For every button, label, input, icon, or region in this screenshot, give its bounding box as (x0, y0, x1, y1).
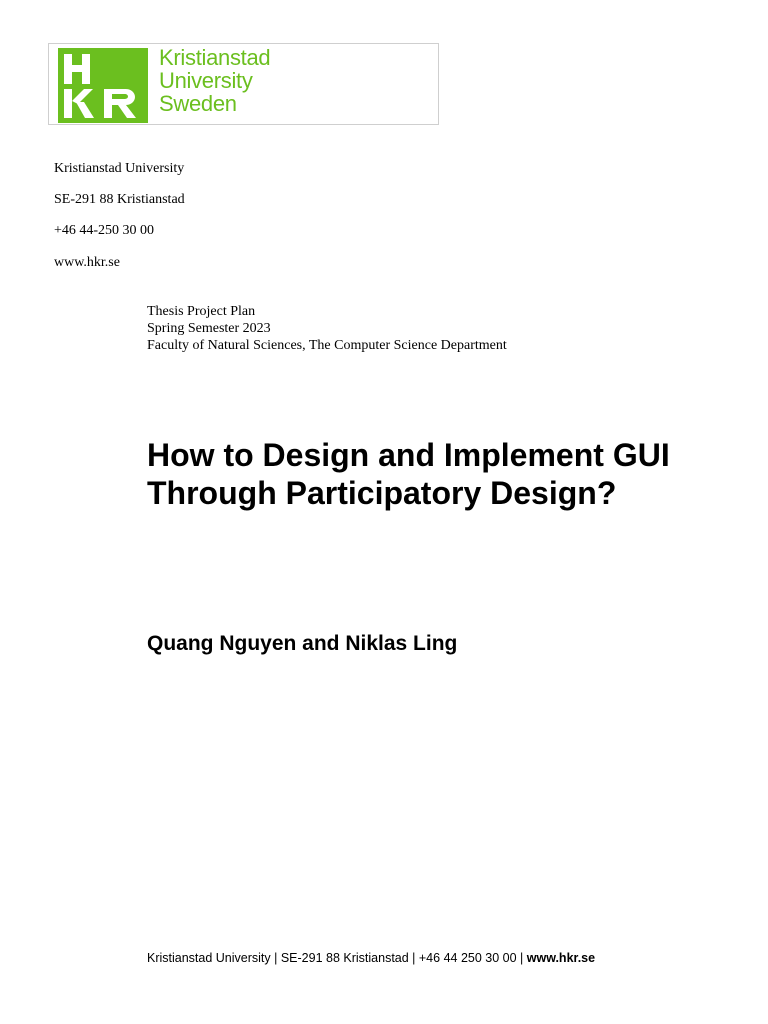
semester: Spring Semester 2023 (147, 321, 271, 336)
hkr-logo-mark (58, 48, 148, 123)
contact-address: SE-291 88 Kristianstad (54, 192, 185, 207)
plan-info (147, 303, 507, 354)
university-logo (48, 43, 439, 125)
footer-website: www.hkr.se (526, 951, 596, 965)
authors: Quang Nguyen and Niklas Ling (147, 632, 458, 655)
logo-line-2: University (159, 68, 253, 93)
document-type: Thesis Project Plan (147, 304, 256, 319)
thesis-title: How to Design and Implement GUI Through Participatory Design? (147, 437, 670, 511)
contact-phone: +46 44-250 30 00 (54, 223, 155, 238)
logo-wordmark (159, 46, 270, 115)
contact-website: www.hkr.se (54, 255, 120, 270)
logo-line-1: Kristianstad (159, 45, 271, 70)
footer-text: Kristianstad University | SE-291 88 Kristianstad | +46 44 250 30 00 | (147, 951, 527, 965)
faculty: Faculty of Natural Sciences, The Computer Science Department (147, 338, 507, 353)
footer (147, 950, 595, 966)
contact-institution: Kristianstad University (54, 161, 185, 176)
logo-line-3: Sweden (159, 91, 237, 116)
